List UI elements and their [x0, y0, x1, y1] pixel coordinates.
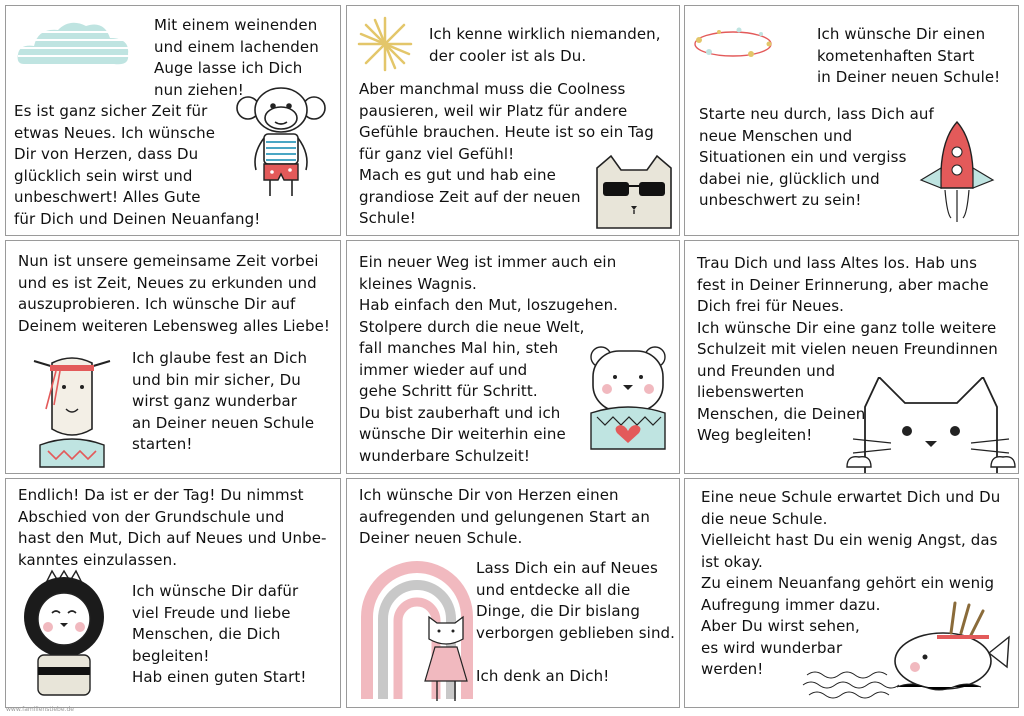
card-3 [684, 5, 1019, 236]
card-8-bottom-text: Lass Dich ein auf Neues und entdecke all die Dinge, die Dir bislang verborgen geblieben sind. Ich denk an Dich! [476, 559, 676, 685]
card-2 [346, 5, 680, 236]
card-9-top-text: Eine neue Schule erwartet Dich und Du die neue Schule. Vielleicht hast Du ein wenig Angst, das ist okay. Zu einem Neuanfang gehört ein wenig Aufregung immer dazu. Aber Du wirst sehen, es wird wunderbar werden! [701, 488, 1001, 678]
sun-icon [355, 14, 415, 74]
card-7 [5, 478, 341, 708]
card-8 [346, 478, 680, 708]
card-2-top-text: Ich kenne wirklich niemanden, der cooler ist als Du. [429, 25, 661, 65]
monkey-icon [234, 84, 330, 202]
card-7-top-text: Endlich! Da ist er der Tag! Du nimmst Abschied von der Grundschule und hast den Mut, Dich auf Neues und Unbe- kanntes einzulassen. [18, 486, 327, 569]
card-6-top-text: Trau Dich und lass Altes los. Hab uns fest in Deiner Erinnerung, aber mache Dich frei für Neues. Ich wünsche Dir eine ganz tolle weitere Schulzeit mit vielen neuen Freundinnen und Freunden und liebenswerten Menschen, die Deinen Weg begleiten! [697, 254, 998, 444]
cloud-icon [14, 14, 134, 74]
card-6 [684, 240, 1019, 474]
whale-icon [801, 597, 1015, 701]
llama-icon [26, 349, 118, 469]
card-3-bottom-text: Starte neu durch, lass Dich auf neue Menschen und Situationen ein und vergiss dabei nie, glücklich und unbeschwert zu sein! [699, 105, 934, 209]
cat-face-icon [845, 377, 1017, 473]
card-1-top-text: Mit einem weinenden und einem lachenden Auge lasse ich Dich nun ziehen! [154, 16, 319, 99]
footer-url: www.familienstiebe.de [6, 706, 74, 713]
card-8-top-text: Ich wünsche Dir von Herzen einen aufregenden und gelungenen Start an Deiner neuen Schule. [359, 486, 650, 547]
card-4-top-text: Nun ist unsere gemeinsame Zeit vorbei und es ist Zeit, Neues zu erkunden und auszuprobieren. Ich wünsche Dir auf Deinem weiteren Lebensweg alles Liebe! [18, 252, 331, 335]
card-4 [5, 240, 341, 474]
card-1 [5, 5, 341, 236]
cat-sunglasses-icon [591, 154, 677, 230]
card-5 [346, 240, 680, 474]
card-4-bottom-text: Ich glaube fest an Dich und bin mir sicher, Du wirst ganz wunderbar an Deiner neuen Schule starten! [132, 349, 315, 453]
cat-dress-icon [419, 609, 473, 705]
comet-icon [689, 22, 779, 66]
lion-icon [12, 569, 116, 697]
card-1-bottom-text: Es ist ganz sicher Zeit für etwas Neues. Ich wünsche Dir von Herzen, dass Du glücklich sein wirst und unbeschwert! Alles Gute für Dich und Deinen Neuanfang! [14, 102, 261, 228]
card-7-bottom-text: Ich wünsche Dir dafür viel Freude und liebe Menschen, die Dich begleiten! Hab einen guten Start! [132, 582, 307, 686]
card-9 [684, 478, 1019, 708]
card-3-top-text: Ich wünsche Dir einen kometenhaften Start in Deiner neuen Schule! [817, 25, 1001, 86]
rocket-icon [917, 118, 997, 226]
card-5-top-text: Ein neuer Weg ist immer auch ein kleines Wagnis. Hab einfach den Mut, loszugehen. Stolpere durch die neue Welt, fall manches Mal hin, steh immer wieder auf und gehe Schritt für Schritt. Du bist zauberhaft und ich wünsche Dir weiterhin eine wunderbare Schulzeit! [359, 253, 619, 465]
bear-icon [587, 343, 669, 451]
card-2-bottom-text: Aber manchmal muss die Coolness pausieren, weil wir Platz für andere Gefühle brauchen. Heute ist so ein Tag für ganz viel Gefühl! Mach es gut und hab eine grandiose Zeit auf der neuen Schule! [359, 80, 654, 227]
